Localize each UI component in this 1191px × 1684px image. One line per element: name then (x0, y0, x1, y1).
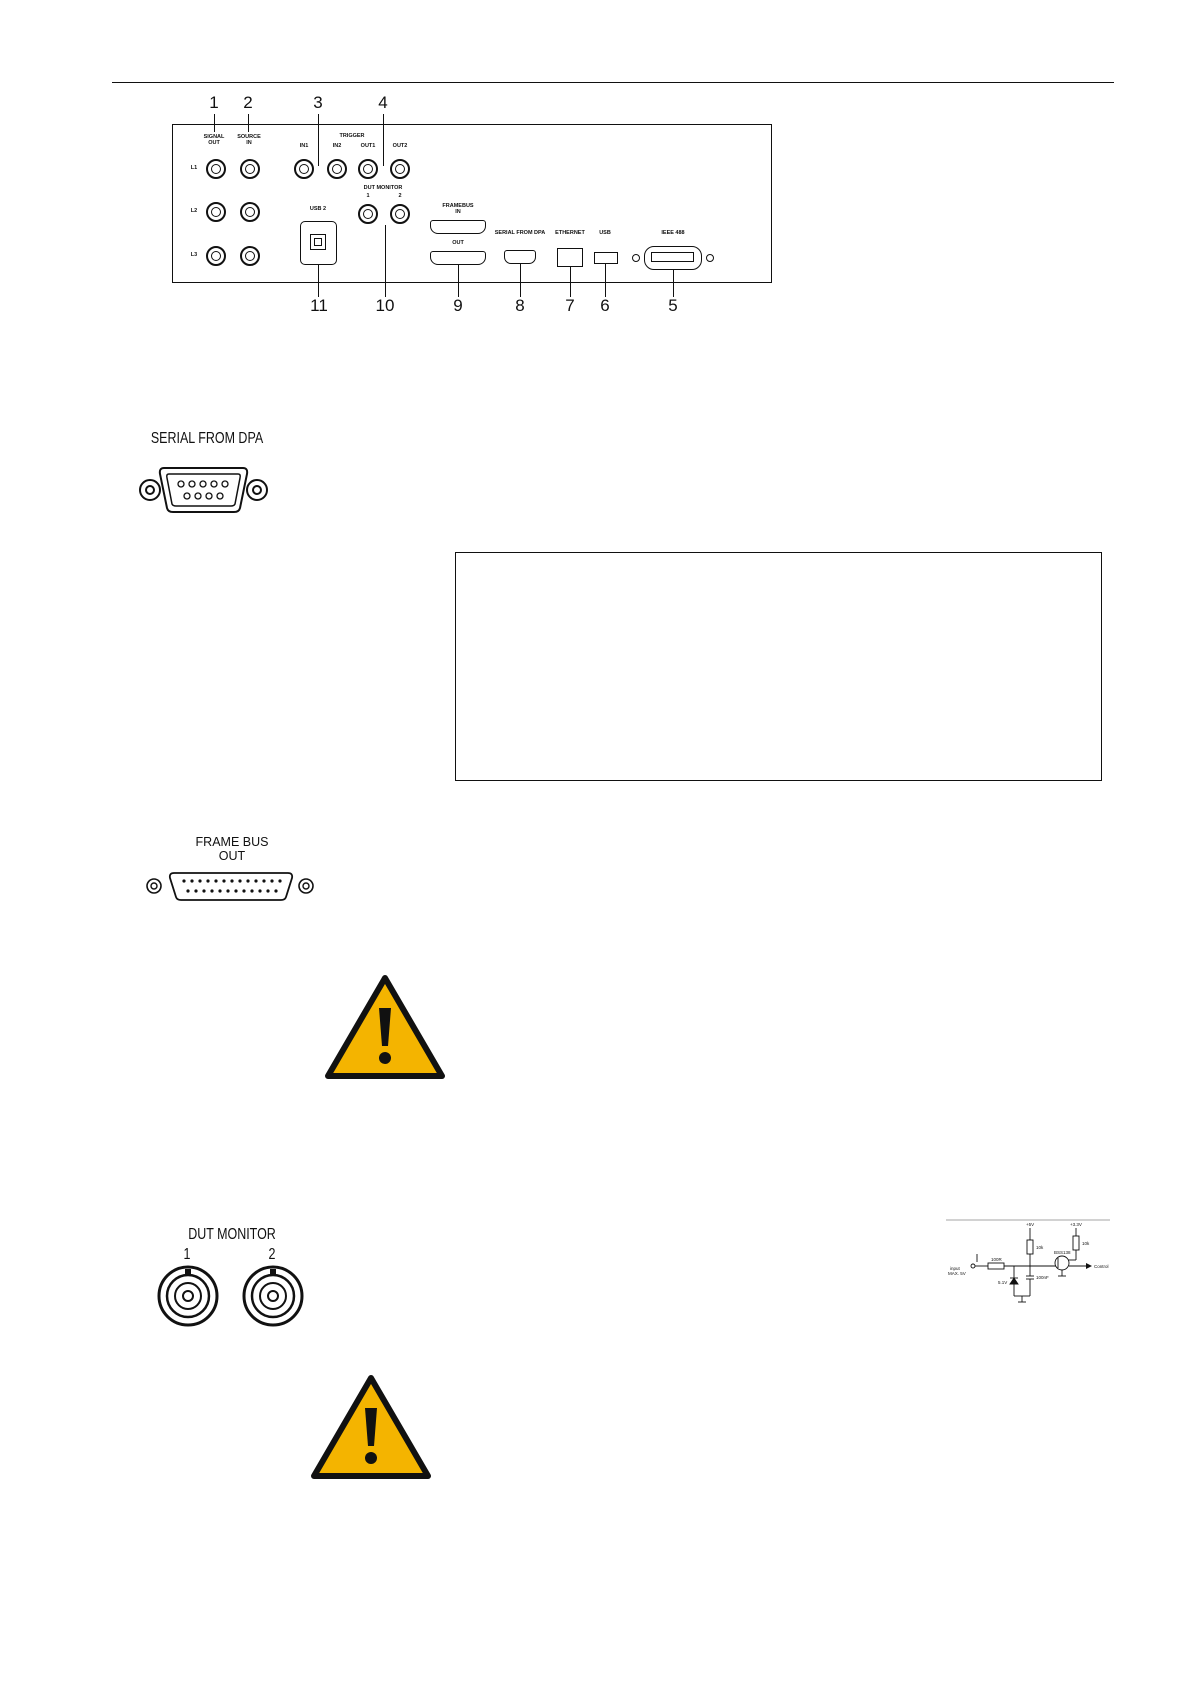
dut-figure-ch2: 2 (268, 1246, 276, 1263)
framebus-out-connector (430, 251, 486, 265)
callout-11: 11 (310, 296, 328, 315)
label-l3: L3 (190, 252, 198, 258)
leader-2 (248, 114, 249, 132)
label-dut-monitor: DUT MONITOR (363, 185, 403, 191)
leader-1 (214, 114, 215, 132)
bnc-source-in-l1 (240, 159, 260, 179)
usb2-connector (300, 221, 337, 265)
leader-11 (318, 265, 319, 297)
ieee-connector (644, 246, 702, 270)
warning-triangle-icon (310, 1374, 432, 1480)
leader-7 (570, 267, 571, 297)
bnc-trigger-out2 (390, 159, 410, 179)
callout-9: 9 (453, 296, 463, 315)
schematic-zener: 5.1V (998, 1280, 1008, 1285)
bnc-trigger-out1 (358, 159, 378, 179)
dut-bnc-connector-1 (157, 1265, 219, 1327)
callout-5: 5 (668, 296, 678, 315)
callout-10: 10 (375, 296, 395, 315)
serial-db9-connector (136, 462, 272, 518)
label-signal-out: SIGNAL OUT (203, 134, 225, 146)
boxed-frame (455, 552, 1102, 781)
callout-2: 2 (243, 93, 253, 112)
framebus-db25-connector (144, 868, 320, 904)
leader-5 (673, 270, 674, 297)
dut-figure-ch1: 1 (183, 1246, 191, 1263)
bnc-dut-2 (390, 204, 410, 224)
dut-bnc-connector-2 (242, 1265, 304, 1327)
label-framebus-in: FRAMEBUS IN (442, 203, 474, 215)
rear-panel-figure (0, 0, 1191, 320)
label-l2: L2 (190, 208, 198, 214)
bnc-dut-1 (358, 204, 378, 224)
usb-connector (594, 252, 618, 264)
leader-8 (520, 264, 521, 297)
label-trigger: TRIGGER (339, 133, 365, 139)
leader-9 (458, 265, 459, 297)
leader-3 (318, 114, 319, 166)
callout-1: 1 (209, 93, 219, 112)
label-framebus-out: OUT (452, 240, 464, 246)
schematic-cap: 100nF (1036, 1275, 1049, 1280)
leader-10 (385, 225, 386, 297)
ethernet-connector (557, 248, 583, 267)
framebus-figure-line2: OUT (218, 849, 246, 863)
label-usb: USB (599, 230, 611, 236)
schematic-r1: 10k (1036, 1245, 1044, 1250)
schematic-output: Control (1094, 1264, 1109, 1269)
bnc-signal-out-l1 (206, 159, 226, 179)
bnc-signal-out-l2 (206, 202, 226, 222)
callout-3: 3 (313, 93, 323, 112)
callout-8: 8 (515, 296, 525, 315)
label-in2: IN2 (332, 143, 342, 149)
label-out1: OUT1 (360, 143, 376, 149)
callout-6: 6 (600, 296, 610, 315)
schematic-r-series: 100R (991, 1257, 1002, 1262)
label-l1: L1 (190, 165, 198, 171)
schematic-v-left: +5V (1026, 1222, 1035, 1227)
label-out2: OUT2 (392, 143, 408, 149)
label-usb2: USB 2 (309, 206, 327, 212)
bnc-signal-out-l3 (206, 246, 226, 266)
schematic-v-right: +3.3V (1070, 1222, 1082, 1227)
ieee-screw-right (706, 254, 714, 262)
label-ieee-488: IEEE 488 (661, 230, 685, 236)
schematic-r2: 10k (1082, 1241, 1090, 1246)
label-ethernet: ETHERNET (555, 230, 585, 236)
callout-7: 7 (565, 296, 575, 315)
dut-figure-title: DUT MONITOR (188, 1226, 276, 1243)
schematic-transistor: BSS138 (1054, 1250, 1071, 1255)
label-dut-2: 2 (398, 193, 402, 199)
serial-figure-label: SERIAL FROM DPA (150, 430, 264, 447)
bnc-trigger-in2 (327, 159, 347, 179)
label-in1: IN1 (299, 143, 309, 149)
framebus-in-connector (430, 220, 486, 234)
schematic-input-line2: MAX. 5V (948, 1271, 966, 1276)
label-serial-from-dpa: SERIAL FROM DPA (494, 230, 546, 236)
bnc-trigger-in1 (294, 159, 314, 179)
bnc-source-in-l3 (240, 246, 260, 266)
ieee-screw-left (632, 254, 640, 262)
schematic-input-line1: input (950, 1266, 960, 1271)
dut-monitor-schematic (946, 1218, 1110, 1308)
label-dut-1: 1 (366, 193, 370, 199)
framebus-figure-line1: FRAME BUS (195, 835, 269, 849)
serial-connector (504, 250, 536, 264)
leader-4 (383, 114, 384, 166)
label-source-in: SOURCE IN (237, 134, 261, 146)
warning-triangle-icon (324, 974, 446, 1080)
bnc-source-in-l2 (240, 202, 260, 222)
leader-6 (605, 264, 606, 297)
callout-4: 4 (378, 93, 388, 112)
